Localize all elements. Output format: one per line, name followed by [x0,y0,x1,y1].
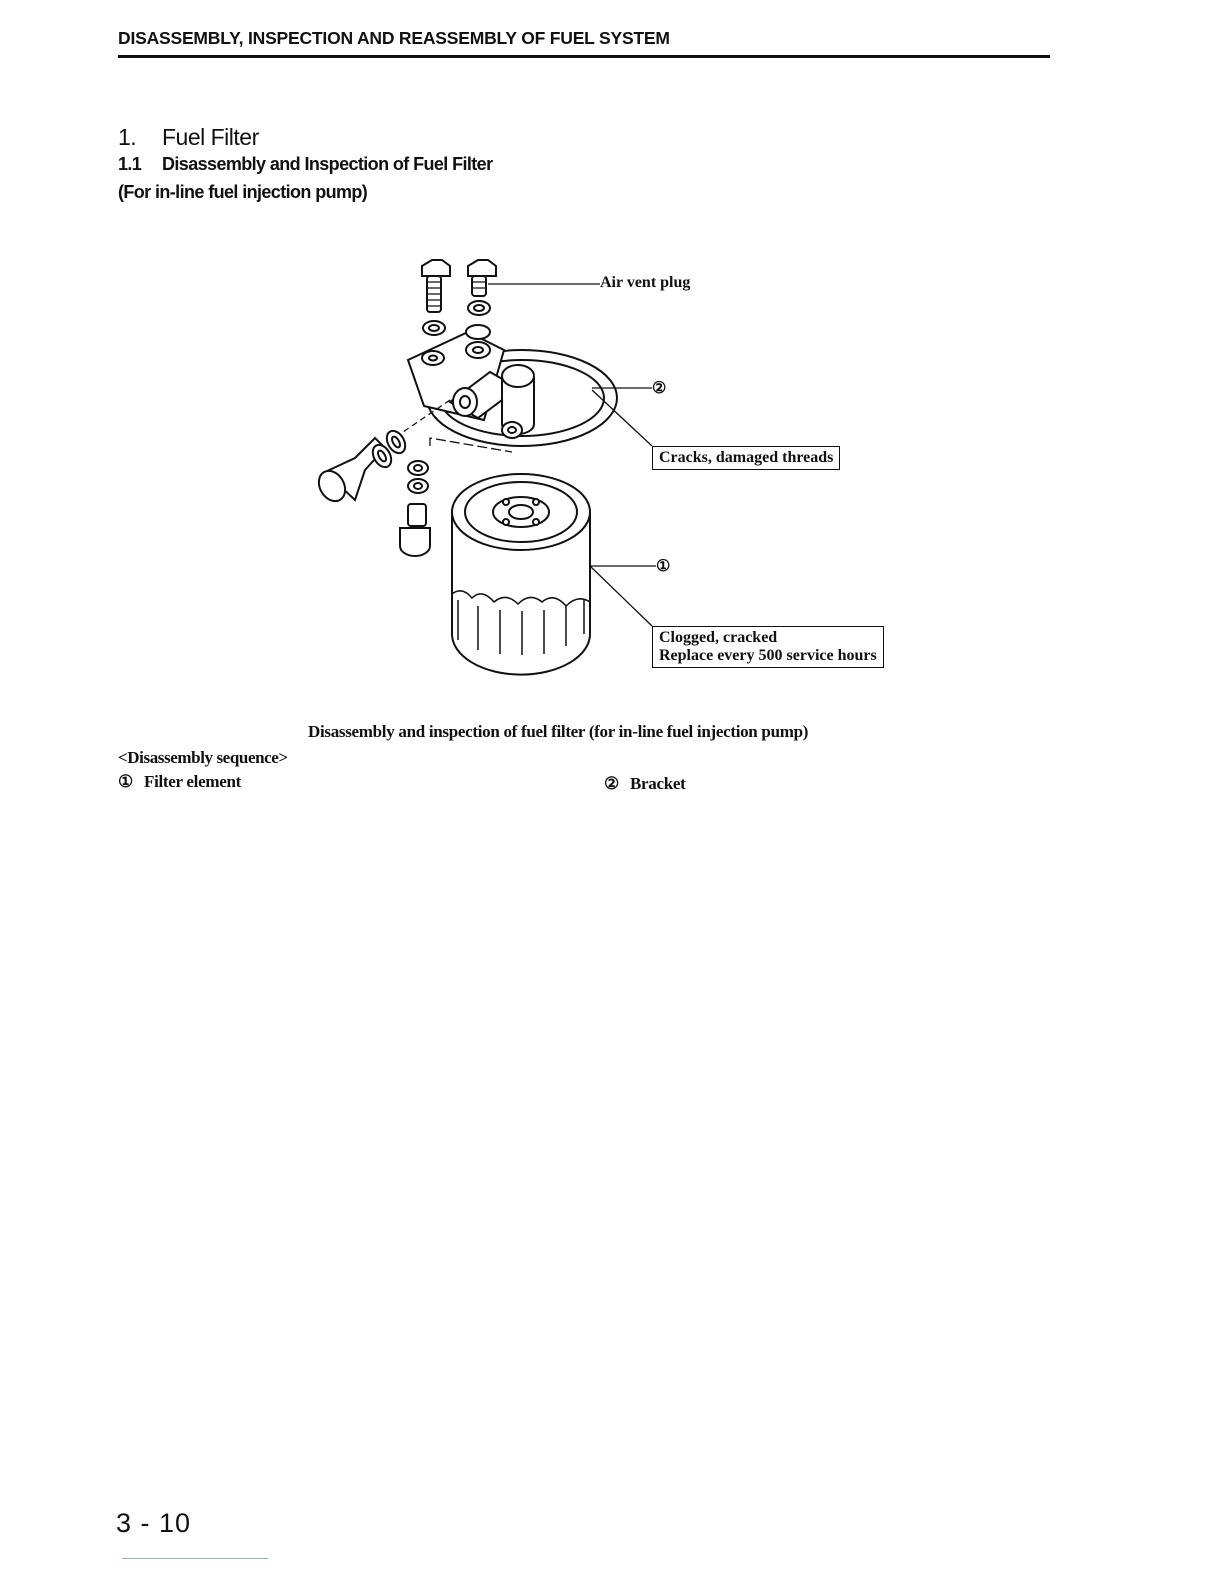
bracket-body [408,325,617,446]
section-title-text: Fuel Filter [162,124,259,150]
bracket-inspection-box: Cracks, damaged threads [652,446,840,470]
filter-inspection-line-1: Clogged, cracked [659,629,778,646]
callout-1: ① [656,558,671,575]
sequence-item-filter-element [118,772,241,792]
filter-element [452,474,590,675]
section-number: 1. [118,124,137,150]
sequence-mark-1: ① [118,772,133,791]
subsection-note: (For in-line fuel injection pump) [118,182,368,202]
callout-2: ② [652,380,667,397]
section-title [118,124,259,151]
fuel-filter-drawing [300,250,920,690]
running-header: DISASSEMBLY, INSPECTION AND REASSEMBLY OF FUEL SYSTEM [118,28,670,48]
page-number: 3 - 10 [116,1508,192,1538]
filter-inspection-line-2: Replace every 500 service hours [659,647,877,664]
fuel-filter-figure [300,250,920,690]
lower-bolt-assembly [400,461,430,556]
leader-box-filter [590,566,652,626]
header-rule [118,55,1050,58]
bracket-bolt-left [422,260,450,335]
footer-line [122,1558,268,1559]
sequence-item-bracket [604,774,686,794]
figure-caption: Disassembly and inspection of fuel filter (for in-line fuel injection pump) [308,722,809,741]
filter-inspection-box [652,626,884,668]
subsection-title [118,154,492,175]
air-vent-plug [468,260,496,315]
eye-bolt-assembly [314,428,409,506]
subsection-title-text: Disassembly and Inspection of Fuel Filter [162,154,493,174]
sequence-mark-2: ② [604,774,619,793]
sequence-label-2: Bracket [630,774,686,793]
subsection-number: 1.1 [118,154,142,174]
sequence-label-1: Filter element [144,772,241,791]
sequence-heading: <Disassembly sequence> [118,748,288,767]
air-vent-plug-label: Air vent plug [600,274,691,291]
